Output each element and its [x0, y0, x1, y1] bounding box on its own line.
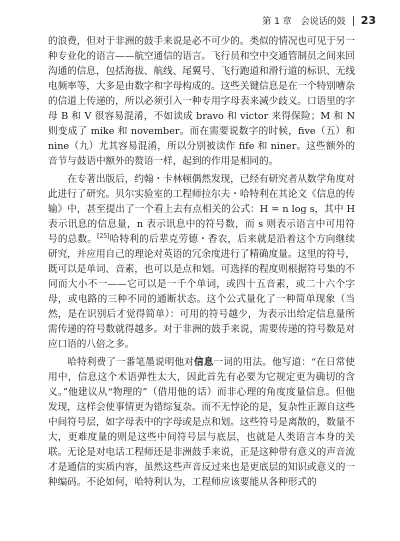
emphasized-term: 信息 [194, 357, 214, 368]
body-text [48, 34, 355, 490]
page-number: 23 [360, 14, 376, 27]
paragraph-2 [48, 172, 355, 352]
paragraph-3-text: 一词的用法。他写道：“在日常使用中，信息这个术语弹性太大，因此首先有必要为它规定更为确切的含义。”他建议从“物理的”（借用他的话）而非心理的角度度量信息。但他发现，这样会使事情更为错综复杂。而不无悖论的是，复杂性正源自这些中间符号层，如字母表中的字母或是点和划。这些符号是离散的，数量不大，更难度量的则是这些中间符号层与底层，也就是人类语言本身的关联。无论是对电话工程师还是非洲鼓手来说，正是这种带有意义的声音流才是通信的实质内容，虽然这些声音反过来也是更底层的知识或意义的一种编码。不论如何，哈特利认为，工程师应该要能从各种形式的 [48, 357, 356, 488]
paragraph-1 [48, 34, 355, 169]
footnote-ref[interactable]: [25] [97, 232, 110, 240]
header-divider [353, 16, 354, 26]
running-header [262, 14, 376, 27]
paragraph-1-text: 的浪费，但对于非洲的鼓手来说是必不可少的。类似的情况也可见于另一种专业化的语言——航空通信的语言。飞行员和空中交通管制员之间来回沟通的信息，包括海拔、航线、尾翼号、飞行跑道和滑行道的标识、无线电频率等，大多是由数字和字母构成的。这些关键信息是在一个特别嘈杂的信道上传递的，所以必须引入一种专用字母表来减少歧义。口语里的字母 B 和 V 很容易混淆，不如读成 bravo 和 victor 来得保险；M 和 N 则变成了 mike 和 november。而在需要说数字的时候，five（五）和 nine（九）尤其容易混淆，所以分别被读作 fife 和 niner。这些额外的音节与鼓语中额外的赘语一样，起到的作用是相同的。 [48, 36, 355, 167]
paragraph-3-text-before: 哈特利费了一番笔墨说明他对 [67, 357, 195, 368]
paragraph-3 [48, 355, 355, 490]
chapter-title: 第 1 章 会说话的鼓 [262, 17, 346, 27]
paragraph-2-text-after: 哈特利的后辈克劳德・香农，后来就是沿着这个方向继续研究，并应用自己的理论对英语的冗余度进行了精确度量。这里的符号，既可以是单词、音素，也可以是点和划。可选择的程度则根据符号集的不同而大小不一——它可以是一千个单词，或四十五音素，或二十六个字母，或电路的三种不同的通断状态。这个公式量化了一种简单现象（当然，是在识别后才觉得简单）：可用的符号越少，为表示出给定信息量所需传递的符号数就得越多。对于非洲的鼓手来说，需要传递的符号数是对应口语的八倍之多。 [48, 234, 356, 350]
paragraph-2-text: 在专著出版后，约翰・卡林顿偶然发现，已经有研究者从数学角度对此进行了研究。贝尔实验室的工程师拉尔夫・哈特利在其论文《信息的传输》中，甚至提出了一个看上去有点相关的公式：H = n log s，其中 H 表示讯息的信息量，n 表示讯息中的符号数，而 s 则表示语言中可用符号的总数。 [48, 174, 355, 245]
